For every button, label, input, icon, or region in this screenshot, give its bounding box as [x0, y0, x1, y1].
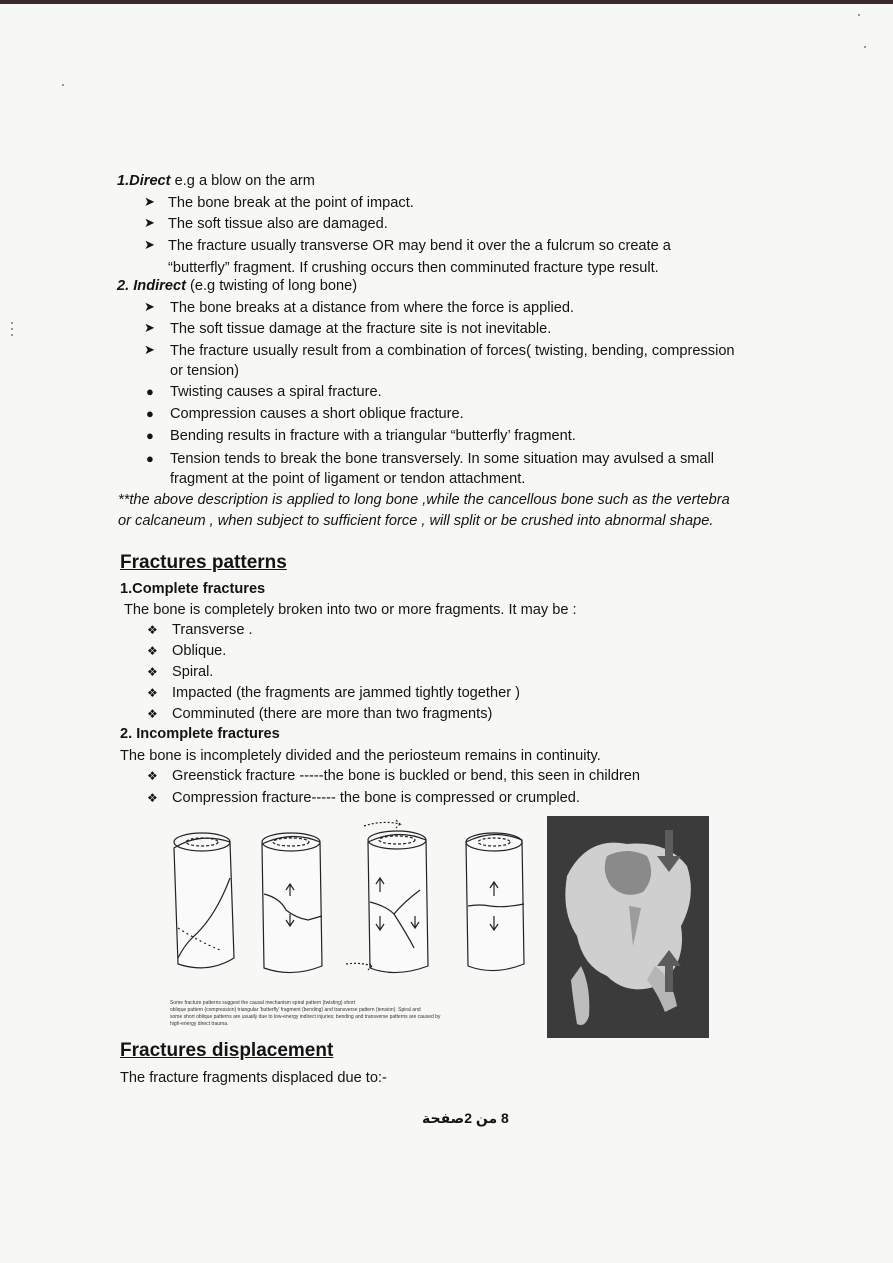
transverse-fracture-bone	[466, 833, 524, 971]
figure-caption-line: some short oblique patterns are usually due to low-energy indirect injuries; bending and transverse patterns are caused by	[170, 1014, 441, 1020]
figure-caption-line: oblique pattern (compression) triangular 'butterfly' fragment (bending) and transverse pattern (tension). Spiral and	[170, 1007, 421, 1013]
direct-point-continued: “butterfly” fragment. If crushing occurs then comminuted fracture type result.	[168, 260, 659, 276]
page-number: 8 من 2صفحة	[422, 1110, 509, 1126]
complete-item: Comminuted (there are more than two fragments)	[172, 706, 493, 722]
indirect-bullet-continued: fragment at the point of ligament or tendon attachment.	[170, 471, 526, 487]
arrow-bullet-icon: ➤	[144, 342, 155, 357]
direct-point: The soft tissue also are damaged.	[168, 216, 388, 232]
bullet-dot-icon: ●	[146, 428, 154, 443]
complete-intro: The bone is completely broken into two or more fragments. It may be :	[124, 602, 577, 618]
fracture-patterns-illustration	[160, 818, 540, 988]
indirect-example: (e.g twisting of long bone)	[185, 278, 358, 294]
complete-item: Spiral.	[172, 664, 214, 680]
arrow-bullet-icon: ➤	[144, 194, 155, 209]
figure-caption-line: Some fracture patterns suggest the causal mechanism spiral pattern (twisting) short	[170, 1000, 356, 1006]
arrow-bullet-icon: ➤	[144, 320, 155, 335]
diamond-bullet-icon: ❖	[147, 791, 158, 805]
spiral-fracture-bone	[174, 833, 234, 968]
complete-item: Transverse .	[172, 622, 253, 638]
direct-number: 1.	[117, 173, 130, 189]
indirect-bullet: Bending results in fracture with a triangular “butterfly’ fragment.	[170, 428, 576, 444]
bullet-dot-icon: ●	[146, 406, 154, 421]
butterfly-fragment-bone	[346, 820, 428, 973]
diamond-bullet-icon: ❖	[147, 769, 158, 783]
indirect-point: The bone breaks at a distance from where the force is applied.	[170, 300, 574, 316]
incomplete-item: Greenstick fracture -----the bone is buckled or bend, this seen in children	[172, 768, 641, 784]
vertebra-compression-photo	[547, 816, 709, 1038]
indirect-heading	[117, 277, 357, 295]
indirect-bullet: Compression causes a short oblique fracture.	[170, 406, 464, 422]
displacement-heading: Fractures displacement	[120, 1040, 334, 1061]
direct-point: The fracture usually transverse OR may bend it over the a fulcrum so create a	[168, 238, 671, 254]
indirect-number: 2.	[117, 278, 134, 294]
diamond-bullet-icon: ❖	[147, 686, 158, 700]
incomplete-item: Compression fracture----- the bone is compressed or crumpled.	[172, 790, 580, 806]
bullet-dot-icon: ●	[146, 451, 154, 466]
note-line: or calcaneum , when subject to sufficient force , will split or be crushed into abnormal shape.	[118, 513, 714, 529]
bullet-dot-icon: ●	[146, 384, 154, 399]
oblique-fracture-bone	[262, 833, 322, 973]
note-line: **the above description is applied to long bone ,while the cancellous bone such as the vertebra	[118, 492, 730, 508]
indirect-point: The fracture usually result from a combination of forces( twisting, bending, compression	[170, 343, 735, 359]
complete-title: 1.Complete fractures	[120, 581, 266, 597]
incomplete-intro: The bone is incompletely divided and the periosteum remains in continuity.	[120, 748, 601, 764]
indirect-bullet: Twisting causes a spiral fracture.	[170, 384, 382, 400]
diamond-bullet-icon: ❖	[147, 623, 158, 637]
arrow-bullet-icon: ➤	[144, 215, 155, 230]
incomplete-title: 2. Incomplete fractures	[120, 726, 280, 742]
arrow-bullet-icon: ➤	[144, 237, 155, 252]
complete-item: Impacted (the fragments are jammed tightly together )	[172, 685, 520, 701]
direct-example: e.g a blow on the arm	[170, 173, 315, 189]
indirect-point-continued: or tension)	[170, 363, 239, 379]
indirect-point: The soft tissue damage at the fracture site is not inevitable.	[170, 321, 552, 337]
direct-heading	[117, 172, 315, 190]
indirect-bullet: Tension tends to break the bone transversely. In some situation may avulsed a small	[170, 451, 715, 467]
direct-point: The bone break at the point of impact.	[168, 195, 414, 211]
indirect-label: Indirect	[133, 278, 186, 294]
figure-caption-line: high-energy direct trauma.	[170, 1021, 229, 1027]
diamond-bullet-icon: ❖	[147, 707, 158, 721]
displacement-text: The fracture fragments displaced due to:-	[120, 1070, 387, 1086]
patterns-heading: Fractures patterns	[120, 552, 287, 573]
direct-label: Direct	[129, 173, 171, 189]
arrow-bullet-icon: ➤	[144, 299, 155, 314]
diamond-bullet-icon: ❖	[147, 665, 158, 679]
diamond-bullet-icon: ❖	[147, 644, 158, 658]
complete-item: Oblique.	[172, 643, 227, 659]
